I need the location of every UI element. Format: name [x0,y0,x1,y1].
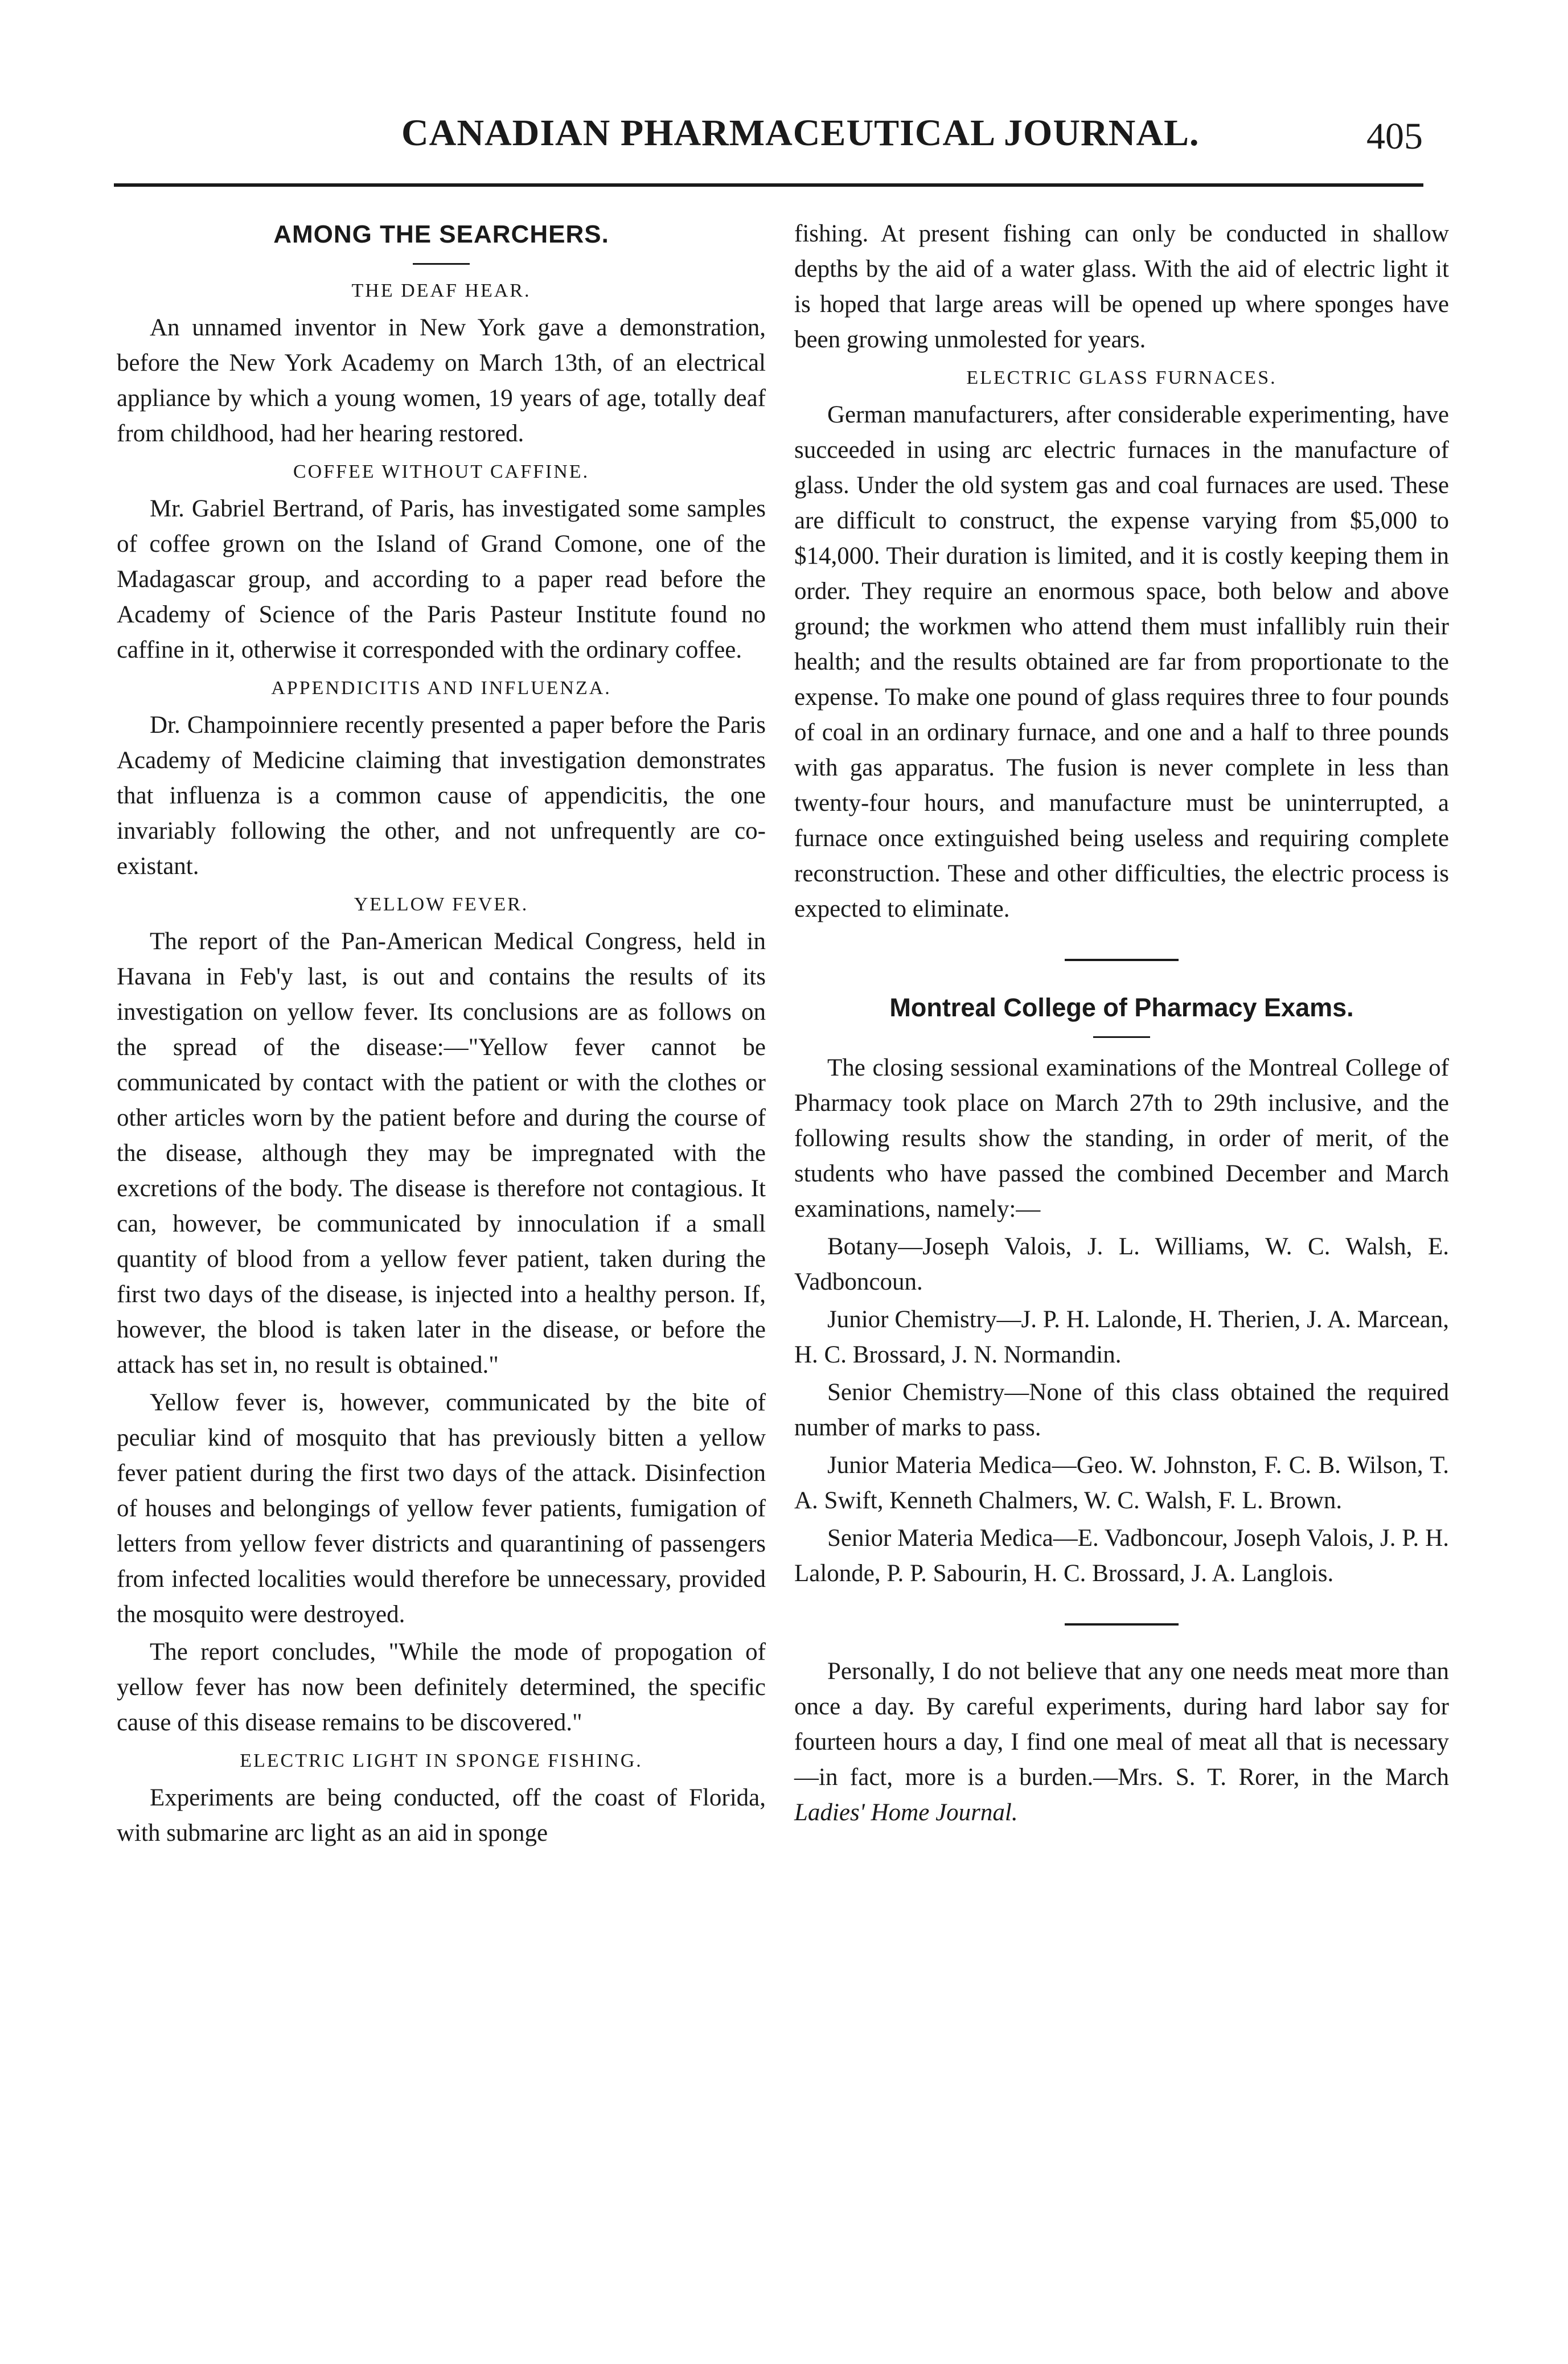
paragraph-yellow-fever-3: The report concludes, "While the mode of propogation of yellow fever has now been definitely determined, the specific cause of this disease remains to be discovered." [117,1639,766,1736]
page-number: 405 [1366,116,1423,157]
paragraph-exams-intro: The closing sessional examinations of the Montreal College of Pharmacy took place on March 27th to 29th inclusive, and the following results show the standing, in order of merit, of the students who have passed the combined December and March examinations, namely:— [794,1054,1449,1222]
result-botany: Botany—Joseph Valois, J. L. Williams, W. C. Walsh, E. Vadboncoun. [794,1233,1449,1295]
result-senior-materia-medica: Senior Materia Medica—E. Vadboncour, Joseph Valois, J. P. H. Lalonde, P. P. Sabourin, H. C. Brossard, J. A. Langlois. [794,1525,1449,1587]
paragraph-deaf-hear: An unnamed inventor in New York gave a demonstration, before the New York Academy on March 13th, of an electrical appliance by which a young women, 19 years of age, totally deaf from childhood, had her hearing restored. [117,314,766,447]
header-rule [114,183,1423,187]
section-divider-2 [1065,1623,1179,1626]
right-column [794,216,1449,1833]
rorer-text: Personally, I do not believe that any one needs meat more than once a day. By careful experiments, during hard labor say for fourteen hours a day, I find one meal of meat all that is necessary—in fact, more is a burden.—Mrs. S. T. Rorer, in the March [794,1658,1449,1791]
subheading-glass-furnaces: ELECTRIC GLASS FURNACES. [966,367,1277,388]
exams-divider [1093,1036,1150,1038]
exams-title: Montreal College of Pharmacy Exams. [889,993,1354,1022]
subheading-yellow-fever: YELLOW FEVER. [354,894,529,915]
subheading-coffee: COFFEE WITHOUT CAFFINE. [293,461,590,482]
result-junior-materia-medica: Junior Materia Medica—Geo. W. Johnston, F. C. B. Wilson, T. A. Swift, Kenneth Chalmers, W. C. Walsh, F. L. Brown. [794,1452,1449,1514]
running-title: CANADIAN PHARMACEUTICAL JOURNAL. [401,112,1200,154]
title-divider [413,263,470,265]
paragraph-sponge-fishing-cont: fishing. At present fishing can only be conducted in shallow depths by the aid of a water glass. With the aid of electric light it is hoped that large areas will be opened up where sponges have been growing unmolested for years. [794,220,1449,353]
paragraph-yellow-fever-1: The report of the Pan-American Medical Congress, held in Havana in Feb'y last, is out and contains the results of its investigation on yellow fever. Its conclusions are as follows on the spread of the disease:—"Yellow fever cannot be communicated by contact with the patient or with the clothes or other articles worn by the patient before and during the course of the disease, although they may be impregnated with the excretions of the body. The disease is therefore not contagious. It can, however, be communicated by innoculation if a small quantity of blood from a yellow fever patient, taken during the first two days of the disease, is injected into a healthy person. If, however, the blood is taken later in the disease, or before the attack has set in, no result is obtained." [117,928,766,1378]
rorer-source: Ladies' Home Journal. [794,1799,1018,1826]
paragraph-rorer [794,1654,1449,1831]
paragraph-appendicitis: Dr. Champoinniere recently presented a paper before the Paris Academy of Medicine claiming that investigation demonstrates that influenza is a common cause of appendicitis, the one invariably following the other, and not unfrequently are co-existant. [117,712,766,880]
left-column [117,216,766,1853]
section-divider [1065,959,1179,961]
paragraph-glass-furnaces: German manufacturers, after considerable experimenting, have succeeded in using arc electric furnaces in the manufacture of glass. Under the old system gas and coal furnaces are used. These are difficult to construct, the expense varying from $5,000 to $14,000. Their duration is limited, and it is costly keeping them in order. They require an enormous space, both below and above ground; the workmen who attend them must infallibly ruin their health; and the results obtained are far from proportionate to the expense. To make one pound of glass requires three to four pounds of coal in an ordinary furnace, and one and a half to three pounds with gas apparatus. The fusion is never complete in less than twenty-four hours, and manufacture must be uninterrupted, a furnace once extinguished being useless and requiring complete reconstruction. These and other difficulties, the electric process is expected to eliminate. [794,401,1449,922]
section-title: AMONG THE SEARCHERS. [273,220,609,248]
paragraph-coffee: Mr. Gabriel Bertrand, of Paris, has investigated some samples of coffee grown on the Island of Grand Comone, one of the Madagascar group, and according to a paper read before the Academy of Science of the Paris Pasteur Institute found no caffine in it, otherwise it corresponded with the ordinary coffee. [117,495,766,663]
page-header [0,112,1568,180]
result-junior-chemistry: Junior Chemistry—J. P. H. Lalonde, H. Therien, J. A. Marcean, H. C. Brossard, J. N. Normandin. [794,1306,1449,1368]
subheading-appendicitis: APPENDICITIS AND INFLUENZA. [271,678,611,699]
paragraph-yellow-fever-2: Yellow fever is, however, communicated by the bite of peculiar kind of mosquito that has previously bitten a yellow fever patient during the first two days of the attack. Disinfection of houses and belongings of yellow fever patients, fumigation of letters from yellow fever districts and quarantining of passengers from infected localities would therefore be unnecessary, provided the mosquito were destroyed. [117,1389,766,1628]
subheading-sponge-fishing: ELECTRIC LIGHT IN SPONGE FISHING. [240,1750,643,1771]
result-senior-chemistry: Senior Chemistry—None of this class obtained the required number of marks to pass. [794,1379,1449,1441]
subheading-deaf-hear: THE DEAF HEAR. [351,280,531,301]
paragraph-sponge-fishing: Experiments are being conducted, off the coast of Florida, with submarine arc light as an aid in sponge [117,1784,766,1846]
